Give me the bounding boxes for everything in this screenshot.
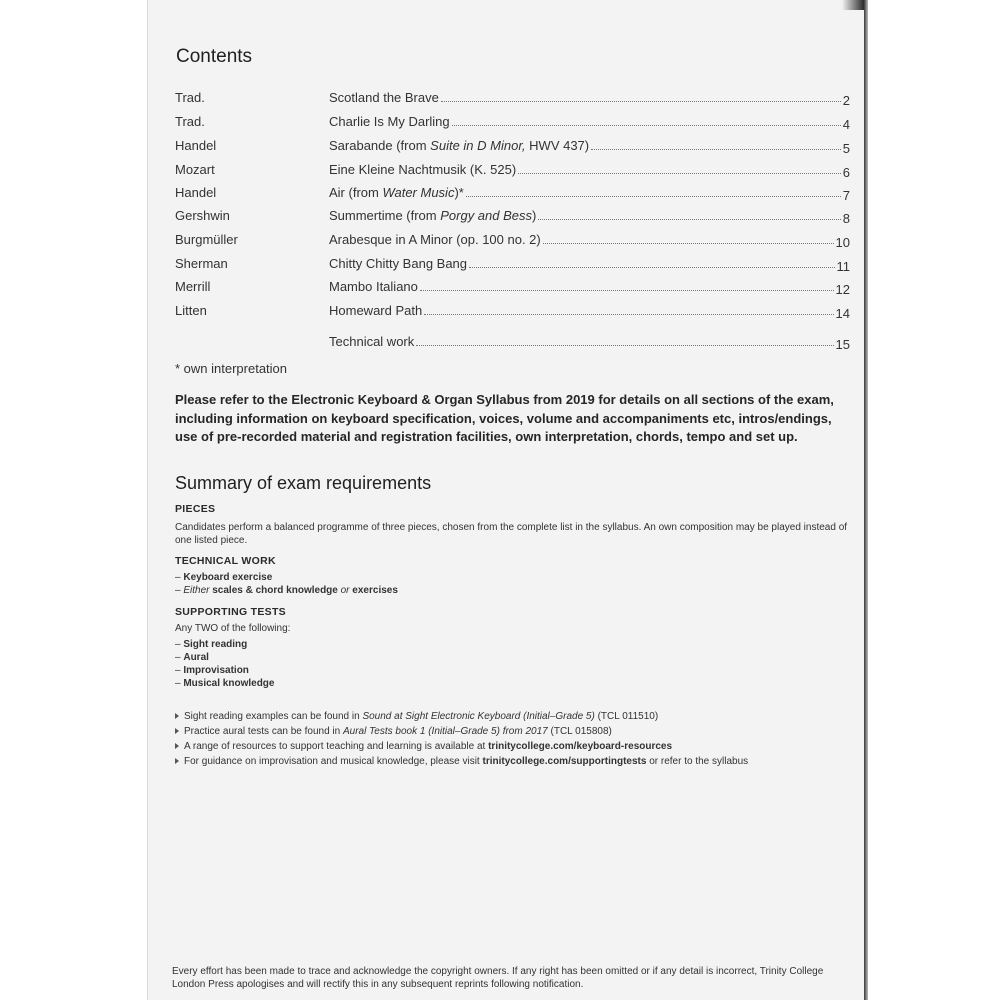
contents-row — [175, 185, 850, 205]
bullet-arrow-icon — [175, 728, 179, 734]
contents-composer: Handel — [175, 138, 217, 153]
dot-leader — [416, 344, 833, 346]
contents-title-text: Homeward Path — [329, 303, 423, 318]
resource-item — [175, 756, 748, 771]
technical-item-keyboard-exercise: – Keyboard exercise — [175, 572, 273, 583]
contents-title-after: HWV 437) — [525, 138, 590, 153]
own-interpretation-note: * own interpretation — [175, 361, 288, 376]
contents-title-text: Chitty Chitty Bang Bang — [329, 256, 468, 271]
background-right — [864, 0, 1000, 1000]
contents-title-text: Air (from — [329, 185, 383, 200]
corner-shadow — [842, 0, 864, 10]
contents-title — [329, 114, 450, 129]
contents-title — [329, 138, 589, 153]
dot-leader — [420, 289, 834, 291]
contents-entry — [329, 185, 850, 203]
exercises-text: exercises — [349, 585, 398, 596]
scales-text: scales & chord knowledge — [209, 585, 341, 596]
resource-text-post: (TCL 011510) — [594, 711, 659, 722]
dot-leader — [518, 172, 841, 174]
contents-page-number: 15 — [835, 337, 850, 352]
contents-row — [175, 303, 850, 323]
contents-title-text: Sarabande (from — [329, 138, 431, 153]
contents-composer: Sherman — [175, 256, 228, 271]
dot-leader — [538, 218, 840, 220]
contents-title-text: Scotland the Brave — [329, 90, 439, 105]
contents-row — [175, 162, 850, 182]
technical-work-heading: TECHNICAL WORK — [175, 555, 276, 567]
contents-entry — [329, 256, 850, 274]
bullet-arrow-icon — [175, 758, 179, 764]
resource-text-pre: A range of resources to support teaching and learning is available at — [184, 741, 489, 752]
pieces-heading: PIECES — [175, 503, 216, 515]
resource-text-italic: Aural Tests book 1 (Initial–Grade 5) from 2017 — [342, 726, 548, 737]
technical-item-scales: – Either scales & chord knowledge or exercises — [175, 585, 398, 596]
dot-leader — [466, 195, 841, 197]
supporting-item-musical-knowledge: – Musical knowledge — [175, 678, 275, 689]
contents-title-text: Mambo Italiano — [329, 279, 418, 294]
contents-title — [329, 334, 414, 349]
contents-page-number: 7 — [842, 188, 850, 203]
contents-composer: Trad. — [175, 114, 205, 129]
background-left — [0, 0, 147, 1000]
contents-title-after: ) — [532, 208, 537, 223]
contents-title — [329, 185, 464, 200]
contents-entry — [329, 90, 850, 108]
resource-text-pre: Practice aural tests can be found in — [184, 726, 343, 737]
resource-text-post: (TCL 015808) — [547, 726, 612, 737]
supporting-tests-heading: SUPPORTING TESTS — [175, 606, 286, 618]
resource-text-italic: Sound at Sight Electronic Keyboard (Initial–Grade 5) — [362, 711, 595, 722]
contents-title-italic: Porgy and Bess — [440, 208, 533, 223]
resource-text-pre: For guidance on improvisation and musical knowledge, please visit — [184, 756, 483, 767]
contents-entry — [329, 162, 850, 180]
contents-row — [175, 334, 850, 354]
contents-composer: Litten — [175, 303, 207, 318]
summary-heading: Summary of exam requirements — [175, 473, 432, 493]
dot-leader — [591, 148, 841, 150]
dot-leader — [441, 100, 841, 102]
contents-page-number: 8 — [842, 211, 850, 226]
supporting-item-text: Aural — [183, 652, 209, 663]
either-text: Either — [183, 585, 210, 596]
contents-entry — [329, 303, 850, 321]
contents-row — [175, 256, 850, 276]
contents-title — [329, 90, 439, 105]
contents-title-after: )* — [454, 185, 464, 200]
syllabus-reference-text: Please refer to the Electronic Keyboard & Organ Syllabus from 2019 for details on all sections of the exam, including information on keyboard specification, voices, volume and accompaniments etc, intros/endings, use of pre-recorded material and registration facilities, own interpretation, chords, tempo and set up. — [175, 392, 834, 444]
or-text: or — [340, 585, 350, 596]
dot-leader — [543, 242, 834, 244]
bullet-arrow-icon — [175, 743, 179, 749]
contents-page-number: 14 — [835, 306, 850, 321]
resource-item — [175, 726, 748, 741]
technical-item-1-text: Keyboard exercise — [183, 572, 273, 583]
contents-composer: Trad. — [175, 90, 205, 105]
supporting-item-sight-reading: – Sight reading — [175, 639, 248, 650]
contents-page-number: 2 — [842, 93, 850, 108]
resource-item — [175, 741, 748, 756]
supporting-tests-intro: Any TWO of the following: — [175, 623, 291, 634]
contents-row — [175, 90, 850, 110]
contents-page-number: 5 — [842, 141, 850, 156]
supporting-item-text: Musical knowledge — [183, 678, 275, 689]
contents-title — [329, 162, 516, 177]
contents-composer: Merrill — [175, 279, 211, 294]
pieces-text: Candidates perform a balanced programme of three pieces, chosen from the complete list in the syllabus. An own composition may be played instead of one listed piece. — [175, 522, 848, 546]
contents-heading: Contents — [176, 46, 253, 67]
contents-title-text: Summertime (from — [329, 208, 441, 223]
contents-row — [175, 114, 850, 134]
resources-list — [175, 711, 748, 771]
contents-row — [175, 138, 850, 158]
contents-title — [329, 232, 541, 247]
contents-title-text: Eine Kleine Nachtmusik (K. 525) — [329, 162, 517, 177]
contents-title — [329, 303, 422, 318]
bullet-arrow-icon — [175, 713, 179, 719]
resource-item — [175, 711, 748, 726]
resource-text-bold[interactable]: trinitycollege.com/supportingtests — [482, 756, 647, 767]
contents-title — [329, 256, 467, 271]
contents-page-number: 6 — [842, 165, 850, 180]
contents-entry — [329, 279, 850, 297]
contents-page-number: 11 — [836, 259, 850, 274]
contents-composer: Handel — [175, 185, 217, 200]
resource-text-pre: Sight reading examples can be found in — [184, 711, 363, 722]
supporting-item-aural: – Aural — [175, 652, 209, 663]
contents-entry — [329, 208, 850, 226]
dot-leader — [469, 266, 834, 268]
contents-row — [175, 208, 850, 228]
contents-page-number: 12 — [835, 282, 850, 297]
contents-page-number: 4 — [842, 117, 850, 132]
contents-entry — [329, 334, 850, 352]
dot-leader — [452, 124, 841, 126]
contents-composer: Gershwin — [175, 208, 230, 223]
contents-composer: Mozart — [175, 162, 215, 177]
contents-title-italic: Water Music — [382, 185, 455, 200]
copyright-footer: Every effort has been made to trace and acknowledge the copyright owners. If any right has been omitted or if any detail is incorrect, Trinity College London Press apologises and will rectify this in any subsequent reprints following notification. — [172, 966, 824, 990]
contents-title-text: Charlie Is My Darling — [329, 114, 450, 129]
contents-row — [175, 232, 850, 252]
dot-leader — [424, 313, 833, 315]
supporting-item-text: Improvisation — [183, 665, 249, 676]
contents-entry — [329, 114, 850, 132]
resource-text-bold[interactable]: trinitycollege.com/keyboard-resources — [488, 741, 673, 752]
contents-entry — [329, 232, 850, 250]
resource-text-tail: or refer to the syllabus — [646, 756, 749, 767]
supporting-item-improvisation: – Improvisation — [175, 665, 249, 676]
contents-title — [329, 279, 418, 294]
contents-title-italic: Suite in D Minor, — [430, 138, 526, 153]
contents-row — [175, 279, 850, 299]
supporting-item-text: Sight reading — [183, 639, 248, 650]
contents-title-text: Technical work — [329, 334, 415, 349]
contents-title — [329, 208, 536, 223]
contents-title-text: Arabesque in A Minor (op. 100 no. 2) — [329, 232, 541, 247]
contents-page-number: 10 — [835, 235, 850, 250]
contents-entry — [329, 138, 850, 156]
contents-composer: Burgmüller — [175, 232, 238, 247]
page-edge-shadow — [864, 0, 868, 1000]
